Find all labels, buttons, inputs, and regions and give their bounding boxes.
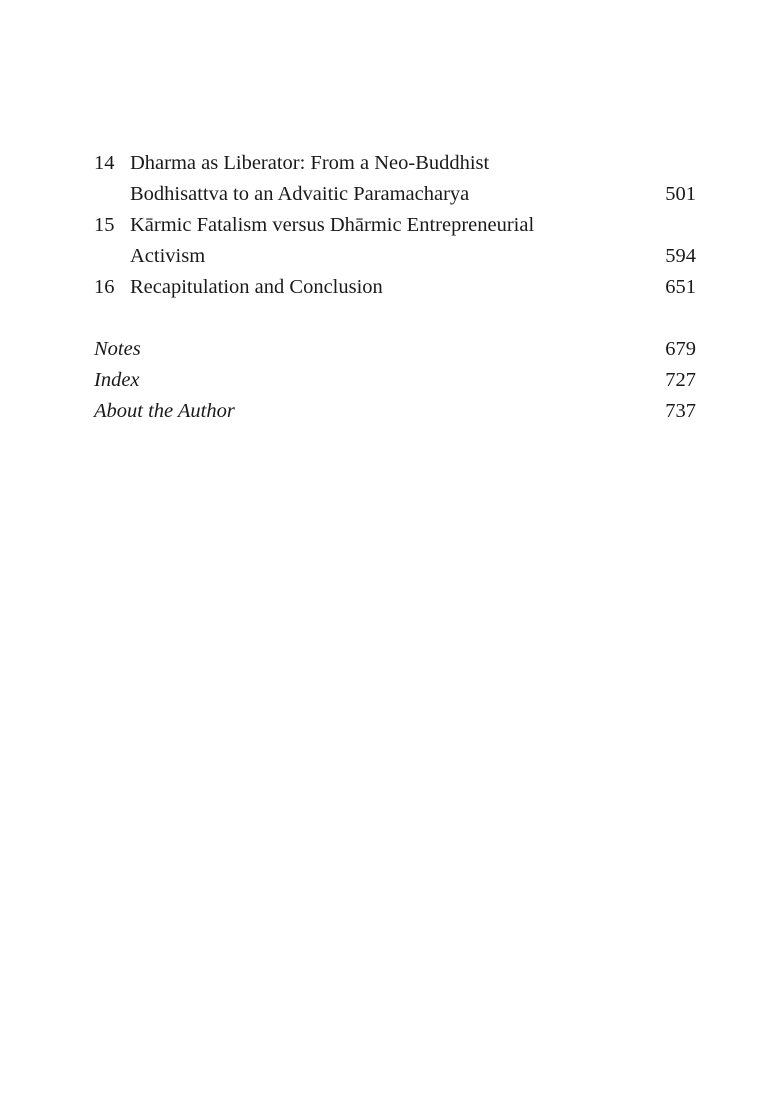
chapter-number: 15 xyxy=(94,214,115,236)
page-number: 594 xyxy=(665,245,696,267)
toc-entry-chapter-15 xyxy=(94,210,696,272)
chapter-title-continued: Activism xyxy=(130,245,206,267)
toc-entry-index xyxy=(94,365,696,396)
toc-entry-about-author xyxy=(94,396,696,427)
chapter-title-continued: Bodhisattva to an Advaitic Paramacharya xyxy=(130,183,470,205)
section-title: About the Author xyxy=(94,400,235,422)
page-number: 501 xyxy=(665,183,696,205)
page-number: 679 xyxy=(665,338,696,360)
chapter-title: Recapitulation and Conclusion xyxy=(130,276,383,298)
chapter-number: 14 xyxy=(94,152,115,174)
chapter-title: Kārmic Fatalism versus Dhārmic Entrepreneurial xyxy=(130,214,535,236)
section-title: Index xyxy=(94,369,140,391)
chapter-title: Dharma as Liberator: From a Neo-Buddhist xyxy=(130,152,490,174)
section-title: Notes xyxy=(94,338,141,360)
page-number: 651 xyxy=(665,276,696,298)
table-of-contents xyxy=(94,148,696,427)
chapter-number: 16 xyxy=(94,276,115,298)
toc-entry-chapter-16 xyxy=(94,272,696,303)
page-number: 727 xyxy=(665,369,696,391)
page-number: 737 xyxy=(665,400,696,422)
toc-entry-notes xyxy=(94,334,696,365)
toc-entry-chapter-14 xyxy=(94,148,696,210)
